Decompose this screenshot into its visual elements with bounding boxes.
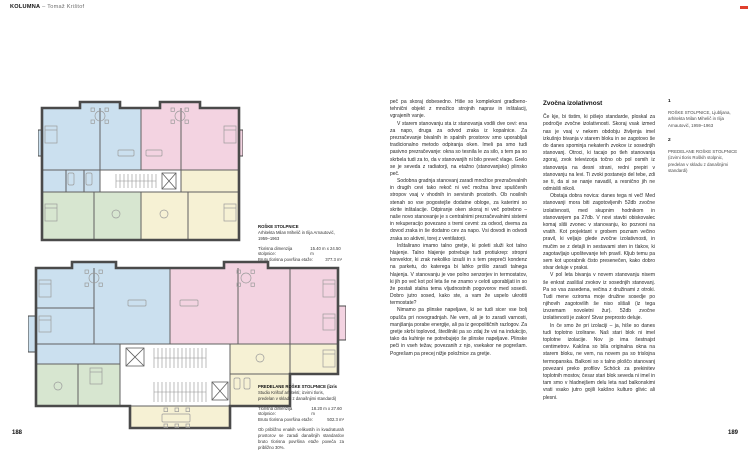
plan1-area-label: Bruto tlorisna površina etaže:: [258, 257, 314, 263]
plan2-comparison-note: Ob približno enakih velikostih in kvadraturah prostorov se zaradi današnjih standardov bruto tlorisna površina etaže poveča za približno 30%.: [258, 427, 344, 450]
plan1-caption-architects: Arhitekta Milan Mihelič in Ilija Arnautović,: [258, 229, 335, 235]
note-number: 2: [668, 138, 671, 144]
note-number: 1: [668, 99, 671, 104]
paragraph: V pol leta bivanja v novem stanovanju nisem še enkrat zaslišal zvokov iz sosednjih stanovanj. Pa so vsa zasedena, večina z družinami z otroki. Tudi mene oziroma moje družine sosedje po njihovih zagotovilih še niso slišali (iz tega izvzemam novoletni žur). 52db zvočne izolativnosti je zakon! Stvar preprosto deluje.: [543, 272, 655, 322]
text-column-1: [390, 99, 527, 358]
paragraph: In če smo že pri izolaciji – ja, hiše so danes tudi toplotno izolirane. Naš stari blok ni imel toplotne izolacije. Nov jo ima šestnajst centimetrov. Kakšna so bila originalna okna na starem bloku, ne vem, na novem pa so trislojna termopanska. Balkoni so s talno ploščo stanovanj povezani preko profilov Schöck za prekinitev toplotnih mostov, česar stari blok seveda ni imel in tam smo v hladnejšem delu leta nad balkonskimi vrati vsako jutro gojili kakšno kulturo glivic ali plesni.: [543, 322, 655, 401]
paragraph: Nimamo pa plinske napeljave, ki se tudi sicer vse bolj opušča pri novogradnjah. Ne vem, ali je to zaradi varnosti, manjšanja porabe energije, ali pa iz geopolitičnih razlogov. Za gretje skrbi toplovod, štedilniki pa so zdaj že vsi na indukcijo, tako da kuhinje ne potrebujejo še plinske napeljave. Plinske peči in vseh težav, povezanih z njo, vsekakor ne pogrešam. Pogrešam pa precej nižje položnice za gretje.: [390, 307, 527, 357]
plan2-caption-title: PREDELANE ROŠKE STOLPNICE (izris: [258, 384, 338, 389]
plan2-caption: [258, 384, 344, 451]
core: [120, 344, 230, 406]
page-number-right: 189: [728, 430, 739, 436]
page-number-left: 188: [12, 430, 23, 436]
plan2-area-value: 502.3 m²: [327, 417, 344, 423]
plan2-area-row: [258, 417, 344, 423]
paragraph: Inštalirano imamo talno gretje, ki poleti služi kot talno hlajenje. Talno hlajenje potrebuje tudi protiukrep: stropni konvektor, ki zrak nekoliko izsuši in s tem prepreči kondenz na parketu, do katerega bi lahko prišlo zaradi talnega hlajenja. V stanovanju je vse polno senzorjev in termostatov, ki jih po več kot pol leta še ne znamo v celoti uporabljati in so že postali stalna tema vljudnostnih pogovorov med sosedi. Dobro jutro sosed, kako ste, a vam že uspelo ukrotiti termostate?: [390, 242, 527, 307]
note-text: ROŠKE STOLPNICE, Ljubljana, arhitekta Milan Mihelič in Ilija Arnautović, 1959–1963: [668, 109, 731, 128]
plan2-dim-value: 18.20 m x 27.60 m: [311, 405, 342, 417]
red-section-marker: [740, 6, 748, 9]
paragraph: peč pa skoraj dobesedno. Hiše so kompleksni gradbeno-tehnični objekt z množico strojnih naprav in inštalacij, vgrajenih vanje.: [390, 99, 527, 120]
plan2-area-label: Bruto tlorisna površina etaže:: [258, 417, 314, 423]
section-label: KOLUMNA: [10, 4, 41, 10]
author-name: Tomaž Krištof: [47, 4, 85, 10]
header-separator: –: [42, 4, 46, 10]
paragraph: Če kje, bi tistim, ki pišejo standarde, ploskal za področje zvočne izolativnosti. Skoraj vsak izmed nas je vsaj v nekem obdobju življenja imel izkušnjo bivanja v starem bloku in se zagotovo še do danes spominja nekaterih zvokov iz sosednjih stanovanj. Otroci, ki tacajo po tleh stanovanja zgoraj, zvok televizorja točno ob pol osmih iz stanovanja na desni strani, redni prepiri v stanovanju na levi. Ti zvoki postanejo del tebe, zdi se ti, da si se nanje navadil, a resnično jih ne odmisliš nikoli.: [543, 114, 655, 193]
plan2-caption-note-line: predelan v skladu z današnjimi standardi): [258, 395, 337, 401]
plan1-caption-title: ROŠKE STOLPNICE: [258, 224, 299, 229]
margin-notes: [668, 99, 740, 184]
paragraph: V starem stanovanju sta iz stanovanja vodili dve cevi: ena za napo, druga za odvod zraka iz kopalnice. Za prezračevanje bivalnih in spalnih prostorov smo uporabljali tradicionalno metodo odpiranja oken. Imeli pa smo tudi pasivno prezračevanje: okna so tesnila le za silo, s tem pa so skrbela tudi za to, da v stanovanjih ni bilo preveč vlage. Grelo se je seveda z radiatorji, na etažno (stanovanjsko) plinsko peč.: [390, 120, 527, 177]
plan1-dim-value: 15.40 m x 24.50 m: [310, 245, 341, 257]
floor-plan-1-drawing: [38, 100, 243, 250]
paragraph: Sodobna gradnja stanovanj zaradi množice prezračevalnih in drugih cevi tako rekoč ni več možna brez spuščenih stropov vsaj v vhodnih in servisnih prostorih. Ob nosilnih stenah so vse pogostejše dodatne obloge, za katerimi so skrite inštalacije. Odpiranje oken skoraj ni več potrebno – naše novo stanovanje je s centralnimi prezračevalnimi sistemi in rekuperacijo povezano s tremi cevmi: za odvod, dvema za dovod zraka in še dodatno cev za napo. Vsi dovodi in odvodi zraka so aktivni, torej z ventilatorji.: [390, 178, 527, 242]
note-text: PREDELANE ROŠKE STOLPNICE (izvirni tloris Roških stolpnic, predelan v skladu z današnjimi standardi): [668, 149, 738, 174]
plan2-dim-label: Tlorisna dimenzija stolpnice:: [258, 405, 293, 417]
plan1-area-value: 377.3 m²: [325, 257, 342, 263]
column-header: [10, 4, 84, 10]
paragraph: Obstaja dobra novica: danes tega ni več! Med stanovanji mora biti zagotovljenih 52db zvočne izolativnosti, med skupnim hodnikom in stanovanjem pa 27db. V novi stavbi obiskovalec komaj sliši zvonec v stanovanju, ko pozvoni na vratih. Kot projektant v grobem poznam večino pravil, ki veljajo glede zvočne izolativnosti, in mučim se z detajli in sestavami sten in tlakov, ki zagotavljajo upoštevanje teh pravil. Kljub temu pa sem kot uporabnik čisto presenečen, kako dobro stvar deluje v praksi.: [543, 193, 655, 272]
plan2-dimension-row: [258, 406, 344, 418]
text-column-2: [543, 99, 655, 402]
plan1-dim-label: Tlorisna dimenzija stolpnice:: [258, 245, 293, 257]
floor-plan-original: [38, 100, 243, 250]
plan2-caption-author: Studio Krištof arhitekti; izvirni tloris,: [258, 389, 324, 395]
plan1-caption-years: 1959–1963: [258, 235, 280, 241]
section-heading: Zvočna izolativnost: [543, 100, 603, 107]
